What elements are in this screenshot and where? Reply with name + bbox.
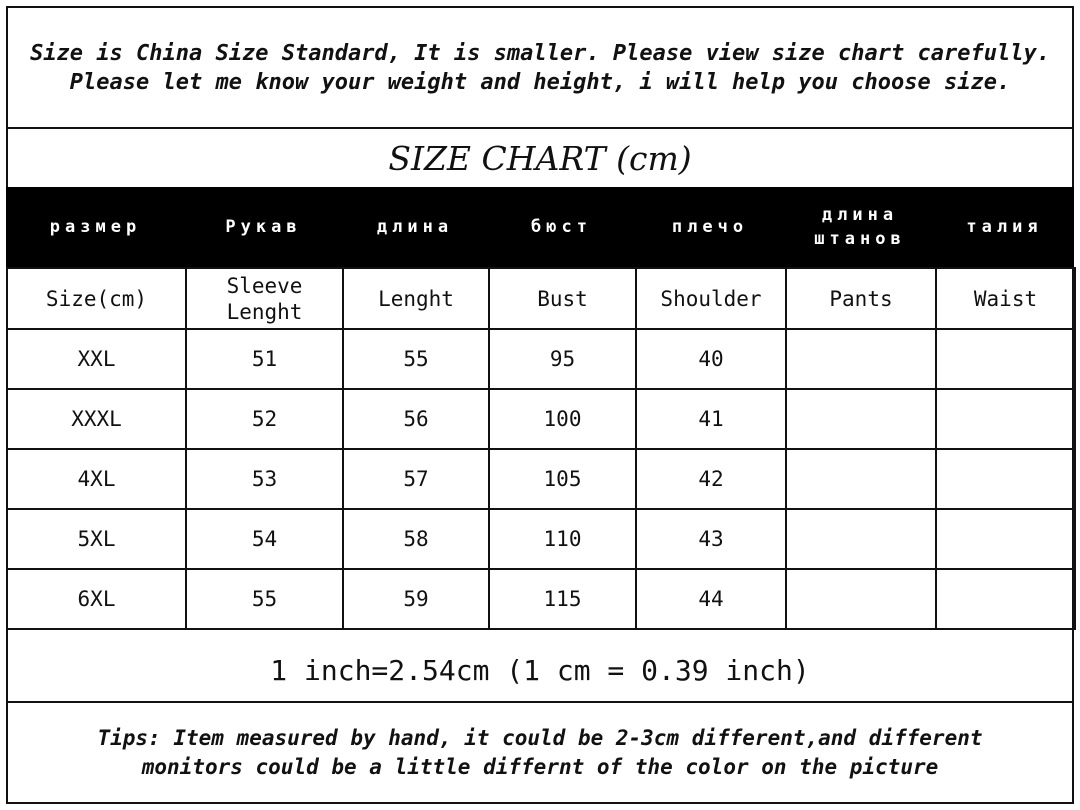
cell-length: 59 (343, 569, 489, 629)
cell-length: 55 (343, 329, 489, 389)
cell-shoulder: 44 (636, 569, 786, 629)
cell-length: 58 (343, 509, 489, 569)
cell-shoulder: 43 (636, 509, 786, 569)
table-row (7, 509, 1075, 569)
cell-pants (786, 509, 936, 569)
cell-length: 57 (343, 449, 489, 509)
ru-header-shoulder: плечо (671, 217, 749, 237)
cell-bust: 95 (489, 329, 636, 389)
cell-size: XXL (7, 329, 186, 389)
table-row (7, 389, 1075, 449)
cell-waist (936, 569, 1075, 629)
en-header-shoulder: Shoulder (636, 268, 786, 329)
cell-length: 56 (343, 389, 489, 449)
en-header-waist: Waist (936, 268, 1075, 329)
cell-pants (786, 329, 936, 389)
cell-bust: 105 (489, 449, 636, 509)
cell-sleeve: 55 (186, 569, 343, 629)
notice-line-2: Please let me know your weight and height, i will help you choose size. (69, 69, 1011, 95)
measurement-tips (8, 703, 1072, 802)
ru-header-bust: бюст (531, 217, 592, 237)
cell-pants (786, 389, 936, 449)
tips-line-2: monitors could be a little differnt of the color on the picture (141, 754, 939, 779)
ru-header-length: длина (376, 217, 454, 237)
cell-size: 6XL (7, 569, 186, 629)
cell-size: 5XL (7, 509, 186, 569)
cell-waist (936, 389, 1075, 449)
cell-sleeve: 54 (186, 509, 343, 569)
en-header-bust: Bust (489, 268, 636, 329)
cell-waist (936, 449, 1075, 509)
unit-conversion: 1 inch=2.54cm (1 cm = 0.39 inch) (8, 639, 1072, 703)
cell-sleeve: 51 (186, 329, 343, 389)
cell-bust: 100 (489, 389, 636, 449)
ru-header-pants: длина штанов (814, 205, 906, 249)
table-row (7, 449, 1075, 509)
cell-sleeve: 53 (186, 449, 343, 509)
tips-line-1: Tips: Item measured by hand, it could be 2-3cm different,and different (97, 725, 983, 750)
cell-shoulder: 40 (636, 329, 786, 389)
ru-header-size: размер (49, 217, 142, 237)
table-row (7, 569, 1075, 629)
cell-size: 4XL (7, 449, 186, 509)
notice-line-1: Size is China Size Standard, It is smaller. Please view size chart carefully. (30, 40, 1050, 66)
cell-bust: 110 (489, 509, 636, 569)
cell-sleeve: 52 (186, 389, 343, 449)
cell-shoulder: 41 (636, 389, 786, 449)
cell-size: XXXL (7, 389, 186, 449)
en-header-sleeve (186, 268, 343, 329)
cell-bust: 115 (489, 569, 636, 629)
cell-pants (786, 569, 936, 629)
en-header-pants: Pants (786, 268, 936, 329)
chart-title: SIZE CHART (cm) (388, 138, 692, 178)
english-header-row (7, 268, 1075, 329)
ru-header-waist: талия (966, 217, 1043, 237)
size-chart-sheet (6, 6, 1074, 804)
cell-pants (786, 449, 936, 509)
size-notice (8, 8, 1072, 129)
en-header-size: Size(cm) (7, 268, 186, 329)
cell-waist (936, 509, 1075, 569)
en-header-length: Lenght (343, 268, 489, 329)
cell-waist (936, 329, 1075, 389)
table-row (7, 329, 1075, 389)
ru-header-sleeve: Рукав (225, 217, 302, 237)
en-header-sleeve-text: Sleeve Lenght (226, 273, 303, 324)
cell-shoulder: 42 (636, 449, 786, 509)
size-table (6, 267, 1076, 630)
russian-header-row (6, 187, 1074, 267)
